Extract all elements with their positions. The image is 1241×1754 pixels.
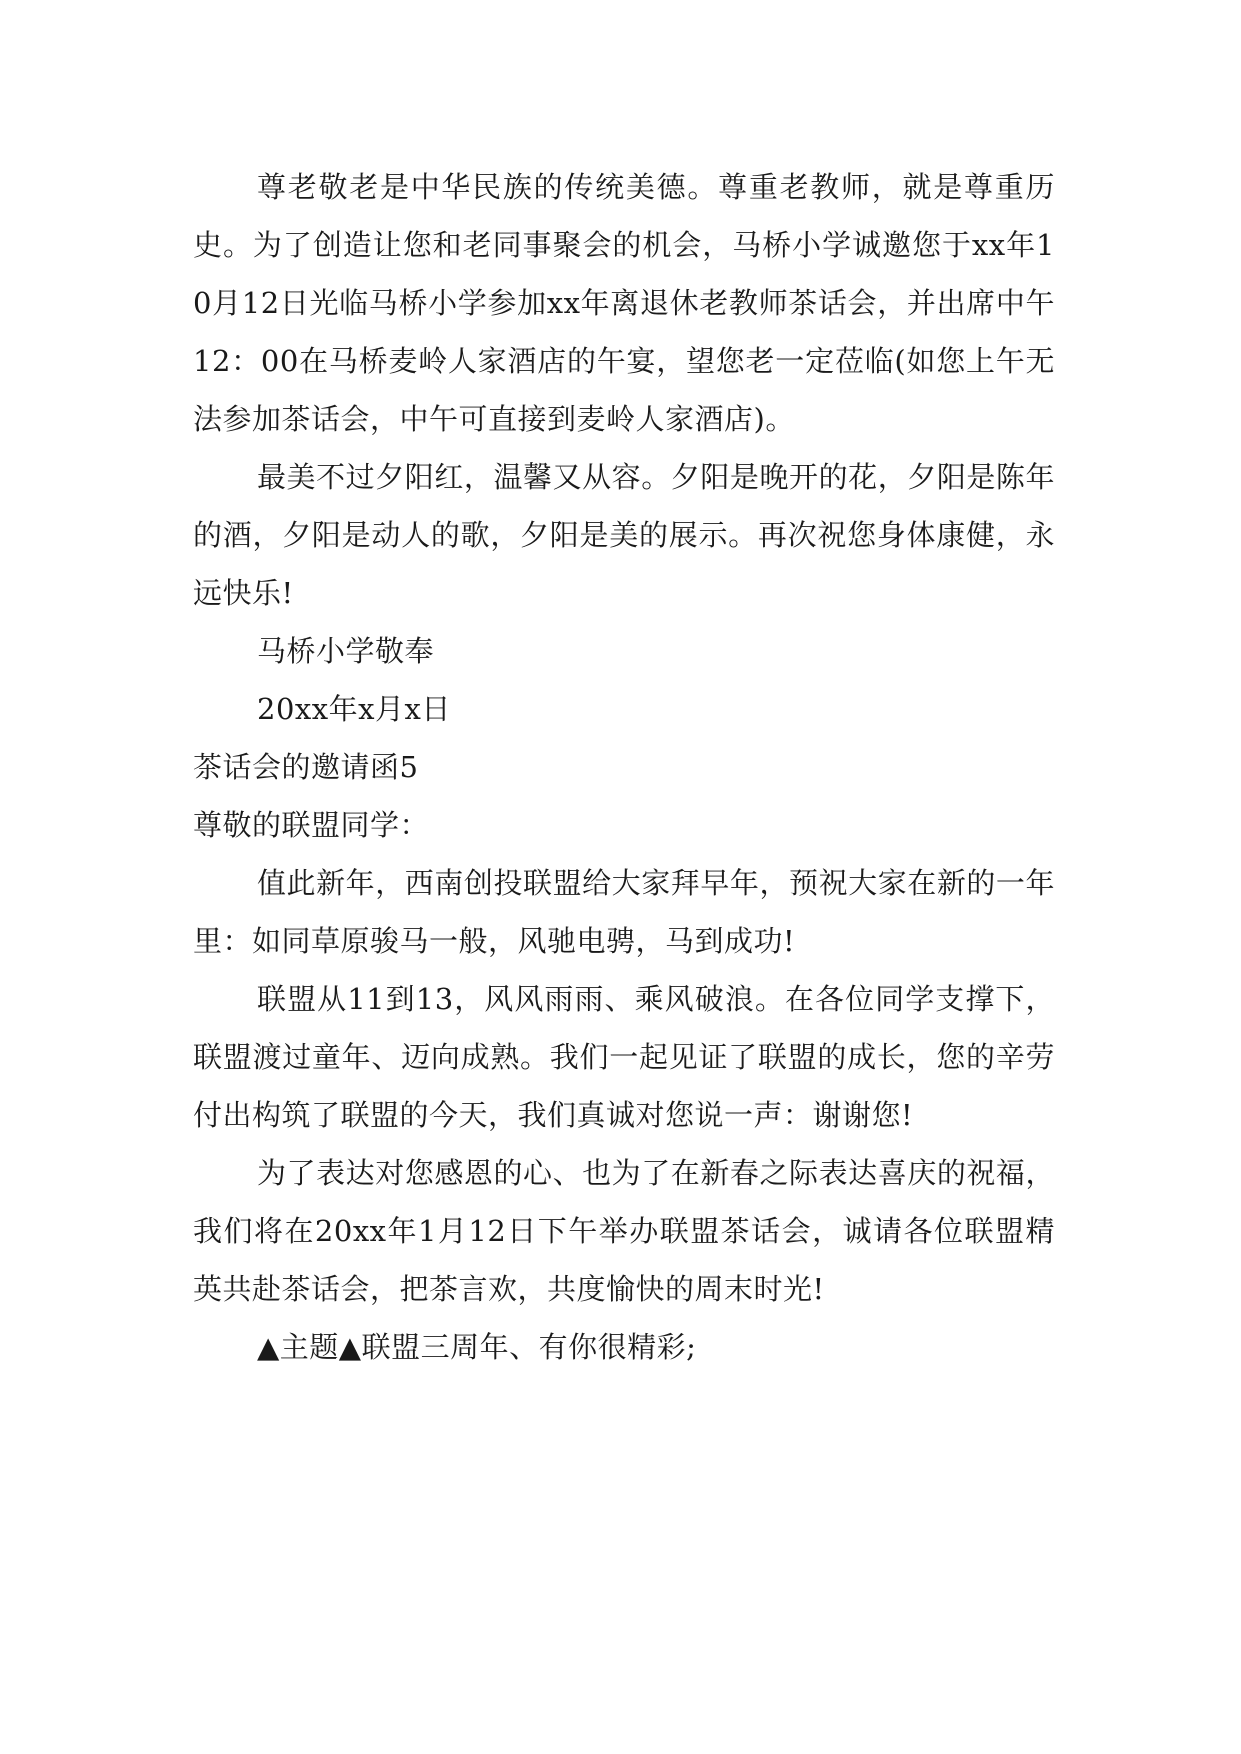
signature-date: 20xx年x月x日 (257, 692, 451, 726)
paragraph-tea-party-invite: 为了表达对您感恩的心、也为了在新春之际表达喜庆的祝福，我们将在20xx年1月12日下午举办联盟茶话会，诚请各位联盟精英共赴茶话会，把茶言欢，共度愉快的周末时光! (193, 1156, 1055, 1306)
paragraph-respect-teachers: 尊老敬老是中华民族的传统美德。尊重老教师，就是尊重历史。为了创造让您和老同事聚会的机会，马桥小学诚邀您于xx年10月12日光临马桥小学参加xx年离退休老教师茶话会，并出席中午12：00在马桥麦岭人家酒店的午宴，望您老一定莅临(如您上午无法参加茶话会，中午可直接到麦岭人家酒店)。 (193, 170, 1055, 436)
signature: 马桥小学敬奉 (257, 634, 435, 668)
section-title: 茶话会的邀请函5 (193, 750, 419, 784)
paragraph-sunset-wishes: 最美不过夕阳红，温馨又从容。夕阳是晚开的花，夕阳是陈年的酒，夕阳是动人的歌，夕阳是美的展示。再次祝您身体康健，永远快乐! (193, 460, 1055, 610)
paragraph-alliance-history: 联盟从11到13，风风雨雨、乘风破浪。在各位同学支撑下，联盟渡过童年、迈向成熟。我们一起见证了联盟的成长，您的辛劳付出构筑了联盟的今天，我们真诚对您说一声：谢谢您! (193, 982, 1055, 1132)
document-body (193, 158, 1055, 1376)
theme-line: ▲主题▲联盟三周年、有你很精彩; (257, 1330, 697, 1364)
salutation: 尊敬的联盟同学： (193, 808, 430, 842)
paragraph-new-year-greeting: 值此新年，西南创投联盟给大家拜早年，预祝大家在新的一年里：如同草原骏马一般，风驰电骋，马到成功! (193, 866, 1055, 958)
